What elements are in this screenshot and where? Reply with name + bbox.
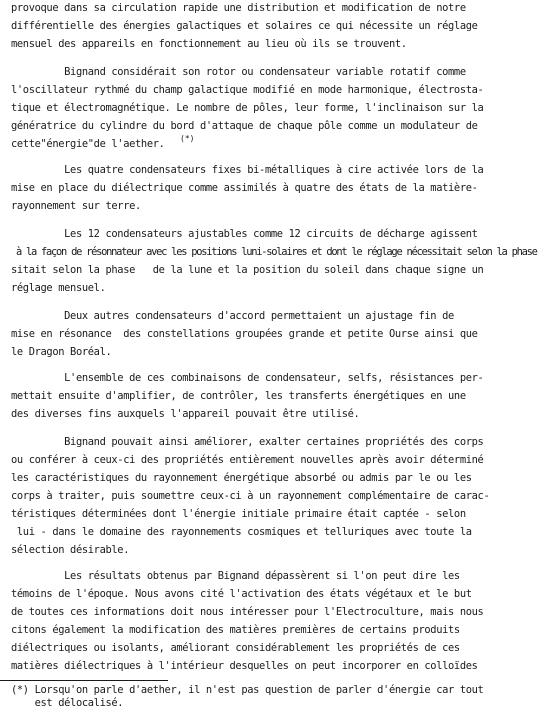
text-line: mise en résonance des constellations groupées grande et petite Ourse ainsi que bbox=[11, 328, 478, 340]
text-line: le Dragon Boréal. bbox=[11, 346, 112, 358]
text-line: lui - dans le domaine des rayonnements cosmiques et telluriques avec toute la bbox=[11, 526, 472, 538]
text-line: tique et électromagnétique. Le nombre de pôles, leur forme, l'inclinaison sur la bbox=[11, 102, 484, 114]
text-line: citons également la modification des matières premières de certains produits bbox=[11, 624, 460, 636]
text-line: Les quatre condensateurs fixes bi-métalliques à cire activée lors de la bbox=[11, 164, 484, 176]
text-line: mensuel des appareils en fonctionnement au lieu où ils se trouvent. bbox=[11, 38, 407, 50]
text-line: Bignand considérait son rotor ou condensateur variable rotatif comme bbox=[11, 66, 466, 78]
text-line: téristiques déterminées dont l'énergie initiale primaire était captée - selon bbox=[11, 508, 466, 520]
text-line: corps à traiter, puis soumettre ceux-ci à un rayonnement complémentaire de carac- bbox=[11, 490, 490, 502]
text-line: matières diélectriques à l'intérieur desquelles on peut incorporer en colloïdes bbox=[11, 660, 478, 672]
text-line: des diverses fins auxquels l'appareil pouvait être utilisé. bbox=[11, 408, 360, 420]
text-line: mise en place du diélectrique comme assimilés à quatre des états de la matière- bbox=[11, 182, 478, 194]
text-line: témoins de l'époque. Nous avons cité l'activation des états végétaux et le but bbox=[11, 588, 472, 600]
text-line: les caractéristiques du rayonnement énergétique absorbé ou admis par le ou les bbox=[11, 472, 472, 484]
text-line: génératrice du cylindre du bord d'attaque de chaque pôle comme un modulateur de bbox=[11, 120, 478, 132]
text-line: de toutes ces informations doit nous intéresser pour l'Electroculture, mais nous bbox=[11, 606, 484, 618]
text-line: ou conférer à ceux-ci des propriétés entièrement nouvelles après avoir déterminé bbox=[11, 454, 484, 466]
text-line: sélection désirable. bbox=[11, 544, 130, 556]
text-line: provoque dans sa circulation rapide une distribution et modification de notre bbox=[11, 2, 466, 14]
footnote-rule bbox=[0, 680, 168, 681]
text-line: l'oscillateur rythmé du champ galactique modifié en mode harmonique, électrosta- bbox=[11, 84, 484, 96]
footnote-line: est délocalisé. bbox=[11, 697, 124, 709]
text-line: rayonnement sur terre. bbox=[11, 200, 141, 212]
text-line: différentielle des énergies galactiques et solaires ce qui nécessite un réglage bbox=[11, 20, 478, 32]
footnote-line: (*) Lorsqu'on parle d'aether, il n'est pas question de parler d'énergie car tout bbox=[11, 684, 484, 696]
text-line: mettait ensuite d'amplifier, de contrôler, les transferts énergétiques en une bbox=[11, 390, 466, 402]
text-line: Les résultats obtenus par Bignand dépassèrent si l'on peut dire les bbox=[11, 570, 460, 582]
text-line: à la façon de résonnateur avec les positions luni-solaires et dont le réglage nécessitait selon la phase bbox=[11, 246, 537, 258]
text-line: Bignand pouvait ainsi améliorer, exalter certaines propriétés des corps bbox=[11, 436, 484, 448]
text-line: L'ensemble de ces combinaisons de condensateur, selfs, résistances per- bbox=[11, 372, 484, 384]
text-line: Les 12 condensateurs ajustables comme 12 circuits de décharge agissent bbox=[11, 228, 478, 240]
text-line: Deux autres condensateurs d'accord permettaient un ajustage fin de bbox=[11, 310, 454, 322]
footnote-marker: (*) bbox=[180, 134, 195, 143]
text-line: cette"énergie"de l'aether. bbox=[11, 138, 165, 150]
text-line: diélectriques ou isolants, améliorant considérablement les propriétés de ces bbox=[11, 642, 460, 654]
text-line: sitait selon la phase de la lune et la position du soleil dans chaque signe un bbox=[11, 264, 484, 276]
text-line: réglage mensuel. bbox=[11, 282, 106, 294]
